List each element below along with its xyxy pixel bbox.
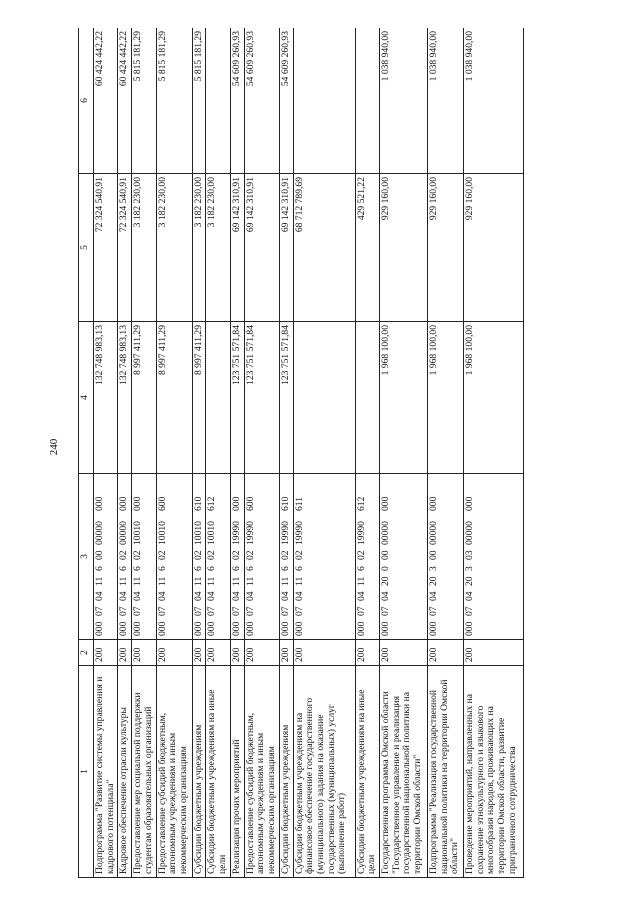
column-header: 1 xyxy=(79,666,94,878)
rotated-table-sheet xyxy=(78,28,598,878)
code-segment: 02 xyxy=(293,550,305,560)
row-name: Государственная программа Омской области "Государственное управление и реализация государственной национальной политики на территории Омской области" xyxy=(380,666,428,878)
code-segment: 04 xyxy=(380,591,392,601)
table-body xyxy=(94,28,524,878)
code-segment: 03 xyxy=(464,550,476,560)
code-segment: 00000 xyxy=(464,521,476,545)
table-row xyxy=(279,28,293,878)
code-segment: 07 xyxy=(156,606,168,616)
code-segment: 612 xyxy=(206,496,218,511)
row-classification-code xyxy=(192,474,206,640)
code-segment: 11 xyxy=(118,576,130,586)
row-name: Реализация прочих мероприятий xyxy=(230,666,244,878)
code-segment: 0 xyxy=(380,566,392,571)
code-segment: 04 xyxy=(132,591,144,601)
code-segment: 000 xyxy=(428,496,440,511)
code-segment: 6 xyxy=(279,566,291,571)
budget-table xyxy=(78,28,524,878)
code-segment: 6 xyxy=(293,566,305,571)
row-classification-code xyxy=(244,474,279,640)
row-amount-v6: 1 038 940,00 xyxy=(428,28,464,174)
code-segment: 02 xyxy=(230,550,242,560)
code-segment: 07 xyxy=(94,606,105,616)
code-segment: 612 xyxy=(355,496,367,511)
row-amount-v4 xyxy=(355,322,379,474)
code-segment: 610 xyxy=(192,496,204,511)
code-segment: 10010 xyxy=(156,521,168,545)
code-segment: 000 xyxy=(206,621,218,636)
row-amount-v5: 72 324 540,91 xyxy=(94,174,118,322)
code-segment: 02 xyxy=(206,550,218,560)
code-segment: 20 xyxy=(464,576,476,586)
code-segment: 10010 xyxy=(206,521,218,545)
code-segment: 000 xyxy=(380,496,392,511)
table-row xyxy=(156,28,192,878)
code-segment: 11 xyxy=(244,576,256,586)
code-segment: 600 xyxy=(244,496,256,511)
code-segment: 000 xyxy=(132,496,144,511)
code-segment: 04 xyxy=(355,591,367,601)
row-classification-code xyxy=(94,474,118,640)
row-amount-v4: 123 751 571,84 xyxy=(244,322,279,474)
row-classification-code xyxy=(380,474,428,640)
row-amount-v4: 8 997 411,29 xyxy=(156,322,192,474)
code-segment: 000 xyxy=(230,621,242,636)
table-row xyxy=(355,28,379,878)
code-segment: 04 xyxy=(244,591,256,601)
code-segment: 000 xyxy=(94,621,105,636)
row-amount-v6: 1 038 940,00 xyxy=(464,28,524,174)
code-segment: 04 xyxy=(192,591,204,601)
row-classification-code xyxy=(156,474,192,640)
code-segment: 00 xyxy=(94,550,105,560)
column-header: 6 xyxy=(79,28,94,174)
code-segment: 000 xyxy=(380,621,392,636)
code-segment: 000 xyxy=(355,621,367,636)
code-segment: 6 xyxy=(206,566,218,571)
row-name: Подпрограмма "Реализация государственной национальной политики на территории Омской области" xyxy=(428,666,464,878)
code-segment: 11 xyxy=(132,576,144,586)
column-header: 5 xyxy=(79,174,94,322)
code-segment: 07 xyxy=(293,606,305,616)
row-amount-v4: 132 748 983,13 xyxy=(94,322,118,474)
code-segment: 00000 xyxy=(380,521,392,545)
code-segment: 11 xyxy=(355,576,367,586)
row-amount-v5: 3 182 230,00 xyxy=(192,174,206,322)
row-amount-v6: 54 609 260,93 xyxy=(279,28,293,174)
row-classification-code xyxy=(230,474,244,640)
row-amount-v5: 929 160,00 xyxy=(428,174,464,322)
row-amount-v6: 5 815 181,29 xyxy=(132,28,156,174)
code-segment: 07 xyxy=(279,606,291,616)
code-segment: 07 xyxy=(380,606,392,616)
row-admin-code: 200 xyxy=(380,640,428,666)
column-header: 2 xyxy=(79,640,94,666)
code-segment: 6 xyxy=(118,566,130,571)
row-classification-code xyxy=(206,474,230,640)
code-segment: 11 xyxy=(293,576,305,586)
row-amount-v6: 5 815 181,29 xyxy=(192,28,206,174)
code-segment: 6 xyxy=(94,566,105,571)
code-segment: 07 xyxy=(230,606,242,616)
code-segment: 07 xyxy=(118,606,130,616)
code-segment: 04 xyxy=(156,591,168,601)
row-amount-v4 xyxy=(293,322,355,474)
row-amount-v6: 60 424 442,22 xyxy=(118,28,132,174)
row-amount-v4: 1 968 100,00 xyxy=(464,322,524,474)
code-segment: 11 xyxy=(94,576,105,586)
row-name: Субсидии бюджетным учреждениям на иные цели xyxy=(355,666,379,878)
code-segment: 07 xyxy=(464,606,476,616)
page-number: 240 xyxy=(48,438,60,456)
code-segment: 000 xyxy=(94,496,105,511)
row-amount-v4: 8 997 411,29 xyxy=(132,322,156,474)
code-segment: 19990 xyxy=(244,521,256,545)
header-row xyxy=(79,28,94,878)
row-admin-code: 200 xyxy=(279,640,293,666)
code-segment: 000 xyxy=(279,621,291,636)
row-amount-v6: 5 815 181,29 xyxy=(156,28,192,174)
code-segment: 000 xyxy=(244,621,256,636)
row-classification-code xyxy=(279,474,293,640)
code-segment: 11 xyxy=(230,576,242,586)
row-amount-v4: 123 751 571,84 xyxy=(279,322,293,474)
code-segment: 6 xyxy=(230,566,242,571)
code-segment: 20 xyxy=(428,576,440,586)
row-amount-v4: 123 751 571,84 xyxy=(230,322,244,474)
row-admin-code: 200 xyxy=(464,640,524,666)
row-amount-v5: 72 324 540,91 xyxy=(118,174,132,322)
code-segment: 3 xyxy=(428,566,440,571)
code-segment: 000 xyxy=(464,496,476,511)
code-segment: 000 xyxy=(192,621,204,636)
code-segment: 00 xyxy=(428,550,440,560)
row-amount-v4 xyxy=(206,322,230,474)
code-segment: 04 xyxy=(464,591,476,601)
row-amount-v5: 3 182 230,00 xyxy=(132,174,156,322)
code-segment: 00000 xyxy=(94,521,105,545)
row-amount-v5: 69 142 310,91 xyxy=(279,174,293,322)
code-segment: 04 xyxy=(428,591,440,601)
table-row xyxy=(94,28,118,878)
row-name: Субсидии бюджетным учреждениям xyxy=(192,666,206,878)
code-segment: 04 xyxy=(293,591,305,601)
code-segment: 19990 xyxy=(355,521,367,545)
code-segment: 07 xyxy=(244,606,256,616)
code-segment: 02 xyxy=(355,550,367,560)
code-segment: 00 xyxy=(380,550,392,560)
row-amount-v6: 1 038 940,00 xyxy=(380,28,428,174)
row-classification-code xyxy=(118,474,132,640)
row-name: Субсидии бюджетным учреждениям на финансовое обеспечение государственного (муниципального) задания на оказание государственных (муниципальных) услуг (выполнение работ) xyxy=(293,666,355,878)
code-segment: 6 xyxy=(132,566,144,571)
code-segment: 3 xyxy=(464,566,476,571)
row-amount-v5: 929 160,00 xyxy=(464,174,524,322)
code-segment: 04 xyxy=(206,591,218,601)
row-amount-v6: 60 424 442,22 xyxy=(94,28,118,174)
row-name: Субсидии бюджетным учреждениям на иные цели xyxy=(206,666,230,878)
code-segment: 11 xyxy=(192,576,204,586)
row-classification-code xyxy=(293,474,355,640)
row-admin-code: 200 xyxy=(244,640,279,666)
code-segment: 11 xyxy=(156,576,168,586)
code-segment: 000 xyxy=(156,621,168,636)
code-segment: 6 xyxy=(156,566,168,571)
code-segment: 19990 xyxy=(293,521,305,545)
column-header: 4 xyxy=(79,322,94,474)
row-name: Подпрограмма "Развитие системы управления и кадрового потенциала" xyxy=(94,666,118,878)
row-admin-code: 200 xyxy=(206,640,230,666)
code-segment: 04 xyxy=(230,591,242,601)
row-name: Предоставление мер социальной поддержки студентам образовательных организаций xyxy=(132,666,156,878)
row-admin-code: 200 xyxy=(192,640,206,666)
row-amount-v5: 3 182 230,00 xyxy=(156,174,192,322)
row-amount-v5: 929 160,00 xyxy=(380,174,428,322)
code-segment: 11 xyxy=(206,576,218,586)
row-amount-v5: 3 182 230,00 xyxy=(206,174,230,322)
code-segment: 00000 xyxy=(118,521,130,545)
code-segment: 000 xyxy=(293,621,305,636)
code-segment: 07 xyxy=(132,606,144,616)
row-classification-code xyxy=(355,474,379,640)
row-admin-code: 200 xyxy=(94,640,118,666)
row-amount-v6: 54 609 260,93 xyxy=(230,28,244,174)
code-segment: 04 xyxy=(118,591,130,601)
table-row xyxy=(192,28,206,878)
row-amount-v5: 69 142 310,91 xyxy=(230,174,244,322)
row-admin-code: 200 xyxy=(355,640,379,666)
code-segment: 00000 xyxy=(428,521,440,545)
row-amount-v6 xyxy=(355,28,379,174)
row-admin-code: 200 xyxy=(156,640,192,666)
code-segment: 07 xyxy=(428,606,440,616)
code-segment: 02 xyxy=(132,550,144,560)
row-admin-code: 200 xyxy=(293,640,355,666)
row-classification-code xyxy=(132,474,156,640)
row-amount-v4: 132 748 983,13 xyxy=(118,322,132,474)
row-amount-v5: 68 712 789,69 xyxy=(293,174,355,322)
table-row xyxy=(230,28,244,878)
code-segment: 000 xyxy=(132,621,144,636)
table-row xyxy=(132,28,156,878)
row-name: Субсидии бюджетным учреждениям xyxy=(279,666,293,878)
table-row xyxy=(293,28,355,878)
code-segment: 04 xyxy=(94,591,105,601)
code-segment: 20 xyxy=(380,576,392,586)
code-segment: 02 xyxy=(156,550,168,560)
row-admin-code: 200 xyxy=(118,640,132,666)
row-amount-v5: 69 142 310,91 xyxy=(244,174,279,322)
row-admin-code: 200 xyxy=(132,640,156,666)
row-admin-code: 200 xyxy=(428,640,464,666)
table-row xyxy=(244,28,279,878)
row-name: Проведение мероприятий, направленных на сохранение этнокультурного и языкового многообразия народов, проживающих на территории Омской области, развитие приграничного сотрудничества xyxy=(464,666,524,878)
code-segment: 000 xyxy=(118,621,130,636)
row-name: Предоставление субсидий бюджетным, автономным учреждениям и иным некоммерческим организациям xyxy=(244,666,279,878)
code-segment: 02 xyxy=(118,550,130,560)
code-segment: 07 xyxy=(206,606,218,616)
row-amount-v4: 8 997 411,29 xyxy=(192,322,206,474)
code-segment: 000 xyxy=(230,496,242,511)
table-row xyxy=(428,28,464,878)
code-segment: 611 xyxy=(293,496,305,511)
table-row xyxy=(464,28,524,878)
row-amount-v4: 1 968 100,00 xyxy=(428,322,464,474)
row-admin-code: 200 xyxy=(230,640,244,666)
table-row xyxy=(206,28,230,878)
code-segment: 000 xyxy=(118,496,130,511)
row-name: Предоставление субсидий бюджетным, автономным учреждениям и иным некоммерческим организациям xyxy=(156,666,192,878)
code-segment: 04 xyxy=(279,591,291,601)
code-segment: 02 xyxy=(192,550,204,560)
table-row xyxy=(380,28,428,878)
table-row xyxy=(118,28,132,878)
row-classification-code xyxy=(464,474,524,640)
code-segment: 11 xyxy=(279,576,291,586)
code-segment: 610 xyxy=(279,496,291,511)
code-segment: 07 xyxy=(355,606,367,616)
code-segment: 07 xyxy=(192,606,204,616)
code-segment: 02 xyxy=(279,550,291,560)
code-segment: 6 xyxy=(244,566,256,571)
code-segment: 6 xyxy=(355,566,367,571)
row-amount-v5: 429 521,22 xyxy=(355,174,379,322)
row-amount-v6 xyxy=(206,28,230,174)
row-amount-v6 xyxy=(293,28,355,174)
code-segment: 19990 xyxy=(279,521,291,545)
column-header: 3 xyxy=(79,474,94,640)
row-amount-v6: 54 609 260,93 xyxy=(244,28,279,174)
code-segment: 000 xyxy=(428,621,440,636)
code-segment: 02 xyxy=(244,550,256,560)
code-segment: 600 xyxy=(156,496,168,511)
code-segment: 6 xyxy=(192,566,204,571)
table-rotation-container xyxy=(78,28,598,878)
code-segment: 19990 xyxy=(230,521,242,545)
row-amount-v4: 1 968 100,00 xyxy=(380,322,428,474)
row-name: Кадровое обеспечение отрасли культуры xyxy=(118,666,132,878)
code-segment: 000 xyxy=(464,621,476,636)
code-segment: 10010 xyxy=(192,521,204,545)
row-classification-code xyxy=(428,474,464,640)
code-segment: 10010 xyxy=(132,521,144,545)
